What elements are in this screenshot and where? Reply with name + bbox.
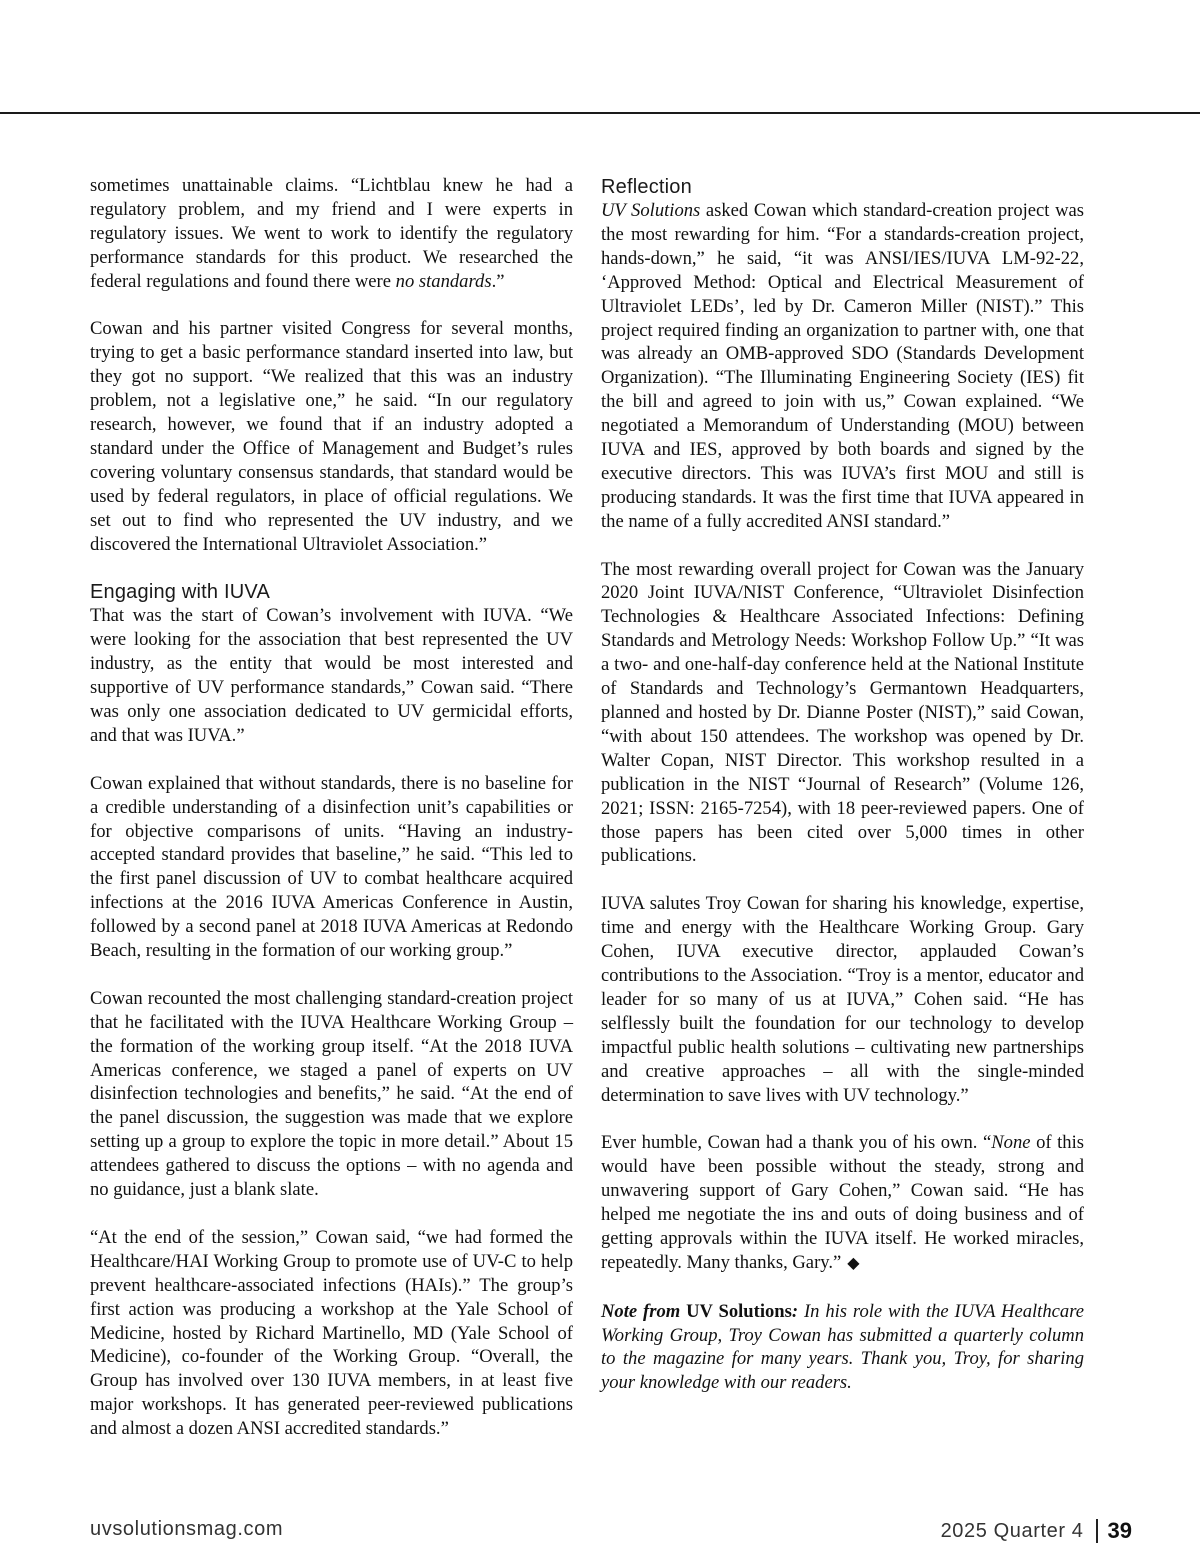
issue-label: 2025 Quarter 4 — [940, 1519, 1084, 1542]
publication-name: UV Solutions — [601, 200, 701, 221]
emphasis: None — [991, 1132, 1031, 1154]
paragraph: Cowan recounted the most challenging standard-creation project that he facilitated with the IUVA Healthcare Working Group – the formation of the working group itself. “At the 2018 IUVA Americas conference, we staged a panel of experts on UV disinfection technologies and benefits,” he said. “At the end of the panel discussion, the suggestion was made that we explore setting up a group to explore the topic in more detail.” About 15 attendees gathered to discuss the options – with no agenda and no guidance, just a blank slate. — [90, 987, 573, 1201]
paragraph: Cowan explained that without standards, there is no baseline for a credible understanding of a disinfection unit’s capabilities or for objective comparisons of units. “Having an industry-accepted standard provides that baseline,” he said. “This led to the first panel discussion of UV to combat healthcare acquired infections at the 2016 IUVA Americas Conference in Austin, followed by a second panel at 2018 IUVA Americas at Redondo Beach, resulting in the formation of our working group.” — [90, 772, 573, 962]
section-heading-reflection: Reflection — [601, 176, 692, 198]
paragraph: “At the end of the session,” Cowan said, “we had formed the Healthcare/HAI Working Group to promote use of UV-C to help prevent healthcare-associated infections (HAIs).” The group’s first action was producing a workshop at the Yale School of Medicine, hosted by Richard Martinello, MD (Yale School of Medicine), co-founder of the Working Group. “Overall, the Group has involved over 130 IUVA members, in at least five major workshops. It has generated peer-reviewed publications and almost a dozen ANSI accredited standards.” — [90, 1226, 573, 1440]
end-of-article-icon: ◆ — [847, 1254, 860, 1272]
paragraph: The most rewarding overall project for Cowan was the January 2020 Joint IUVA/NIST Conference, “Ultraviolet Disinfection Technologies & Healthcare Associated Infections: Defining Standards and Metrology Needs: Workshop Follow Up.” “It was a two- and one-half-day conference held at the National Institute of Standards and Technology’s Germantown Headquarters, planned and hosted by Dr. Dianne Poster (NIST),” said Cowan, “with about 150 attendees. The workshop was opened by Dr. Walter Copan, NIST Director. This workshop resulted in a publication in the NIST “Journal of Research” (Volume 126, 2021; ISSN: 2165-7254), with 18 peer-reviewed papers. One of those papers has been cited over 5,000 times in other publications. — [601, 558, 1084, 867]
left-column — [90, 174, 573, 1465]
paragraph: Cowan and his partner visited Congress for several months, trying to get a basic performance standard inserted into law, but they got no support. “We realized that this was an industry problem, not a legislative one,” he said. “In our regulatory research, however, we found that if an industry adopted a standard under the Office of Management and Budget’s rules covering voluntary consensus standards, that standard would be used by federal regulators, in place of official regulations. We set out to find who represented the UV industry, and we discovered the International Ultraviolet Association.” — [90, 318, 573, 555]
emphasis: no standards — [395, 270, 492, 292]
footer-website: uvsolutionsmag.com — [90, 1518, 284, 1540]
section-heading-engaging: Engaging with IUVA — [90, 581, 270, 604]
paragraph: sometimes unattainable claims. “Lichtblau knew he had a regulatory problem, and my friend and I were experts in regulatory issues. We went to work to identify the regulatory performance standards for this product. We researched the federal regulations and found there were no standards.” — [90, 175, 573, 292]
paragraph: IUVA salutes Troy Cowan for sharing his knowledge, expertise, time and energy with the Healthcare Working Group. Gary Cohen, IUVA executive director, applauded Cowan’s contributions to the Association. “Troy is a mentor, educator and leader for so many of us at IUVA,” Cohen said. “He has selflessly built the foundation for our technology to develop impactful public health solutions – cultivating new partnerships and creative approaches – all with the single-minded determination to save lives with UV technology.” — [601, 893, 1084, 1106]
paragraph: That was the start of Cowan’s involvement with IUVA. “We were looking for the association that best represented the UV industry, as the entity that would be most interested and supportive of UV performance standards,” Cowan said. “There was only one association dedicated to UV germicidal efforts, and that was IUVA.” — [90, 605, 573, 746]
footer-divider — [1096, 1519, 1098, 1543]
editor-note: Note from UV Solutions: In his role with the IUVA Healthcare Working Group, Troy Cowan has submitted a quarterly column to the magazine for many years. Thank you, Troy, for sharing your knowledge with our readers. — [601, 1300, 1084, 1394]
paragraph: UV Solutions asked Cowan which standard-creation project was the most rewarding for him. “For a standards-creation project, hands-down,” he said, “it was ANSI/IES/IUVA LM-92-22, ‘Approved Method: Optical and Electrical Measurement of Ultraviolet LEDs’, led by Dr. Cameron Miller (NIST).” This project required finding an organization to partner with, one that was already an OMB-approved SDO (Standards Development Organization). “The Illuminating Engineering Society (IES) fit the bill and agreed to join with us,” Cowan explained. “We negotiated a Memorandum of Understanding (MOU) between IUVA and IES, approved by both boards and signed by the executive directors. This was IUVA’s first MOU and still is producing standards. It was the first time that IUVA appeared in the name of a fully accredited ANSI standard.” — [601, 200, 1084, 532]
header-rule — [0, 112, 1200, 114]
paragraph: Ever humble, Cowan had a thank you of his own. “None of this would have been possible without the steady, strong and unwavering support of Gary Cohen,” Cowan said. “He has helped me negotiate the ins and outs of doing business and of getting approvals within the IUVA itself. He worked miracles, repeatedly. Many thanks, Gary.” ◆ — [601, 1132, 1084, 1273]
right-column — [601, 174, 1084, 1419]
footer-issue — [941, 1518, 1132, 1544]
page-number: 39 — [1107, 1518, 1132, 1543]
